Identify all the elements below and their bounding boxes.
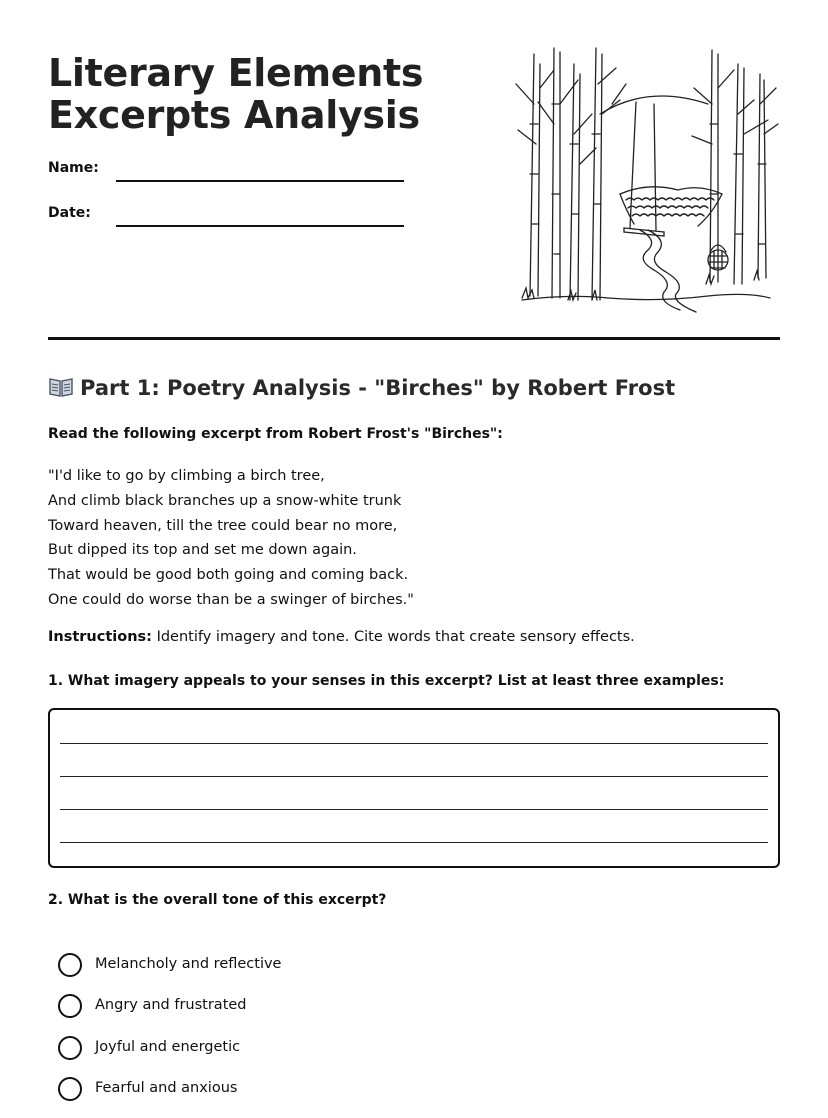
option-label: Melancholy and reflective (95, 956, 282, 972)
birch-forest-swing-illustration (508, 44, 784, 316)
name-field[interactable] (48, 160, 408, 184)
question-1: 1. What imagery appeals to your senses in this excerpt? List at least three examples: (48, 673, 725, 689)
answer-line[interactable] (60, 743, 768, 744)
answer-line[interactable] (60, 809, 768, 810)
question-2: 2. What is the overall tone of this excerpt? (48, 892, 387, 908)
answer-line[interactable] (60, 776, 768, 777)
date-label: Date: (48, 205, 91, 221)
open-book-icon (48, 376, 74, 398)
tone-option-fearful[interactable] (56, 1076, 456, 1102)
date-field[interactable] (48, 205, 408, 229)
worksheet-title-line-1: Literary Elements (48, 51, 424, 95)
radio-button[interactable] (58, 994, 82, 1018)
poem-line: But dipped its top and set me down again. (48, 542, 357, 559)
tone-option-joyful[interactable] (56, 1035, 456, 1061)
poem-line: One could do worse than be a swinger of birches." (48, 591, 414, 608)
poem-line: And climb black branches up a snow-white trunk (48, 492, 402, 509)
instructions (48, 629, 635, 645)
read-prompt: Read the following excerpt from Robert Frost's "Birches": (48, 426, 503, 442)
section-divider (48, 337, 780, 340)
radio-button[interactable] (58, 953, 82, 977)
tone-option-melancholy[interactable] (56, 952, 456, 978)
name-input-line[interactable] (116, 180, 404, 182)
option-label: Angry and frustrated (95, 997, 247, 1013)
part1-title (48, 376, 675, 400)
answer-line[interactable] (60, 842, 768, 843)
option-label: Fearful and anxious (95, 1080, 238, 1096)
tone-option-angry[interactable] (56, 993, 456, 1019)
poem-line: "I'd like to go by climbing a birch tree, (48, 468, 325, 484)
poem-excerpt (48, 464, 414, 613)
instructions-text: Identify imagery and tone. Cite words that create sensory effects. (151, 629, 635, 645)
option-label: Joyful and energetic (95, 1039, 241, 1055)
worksheet-title-line-2: Excerpts Analysis (48, 93, 420, 137)
radio-button[interactable] (58, 1036, 82, 1060)
poem-line: Toward heaven, till the tree could bear no more, (48, 517, 398, 534)
radio-button[interactable] (58, 1077, 82, 1101)
date-input-line[interactable] (116, 225, 404, 227)
question-1-answer-box[interactable] (48, 708, 780, 868)
worksheet-title (48, 52, 423, 136)
poem-line: That would be good both going and coming back. (48, 567, 409, 584)
instructions-label: Instructions: (48, 629, 152, 645)
part1-title-text: Part 1: Poetry Analysis - "Birches" by Robert Frost (80, 376, 676, 400)
name-label: Name: (48, 160, 99, 176)
